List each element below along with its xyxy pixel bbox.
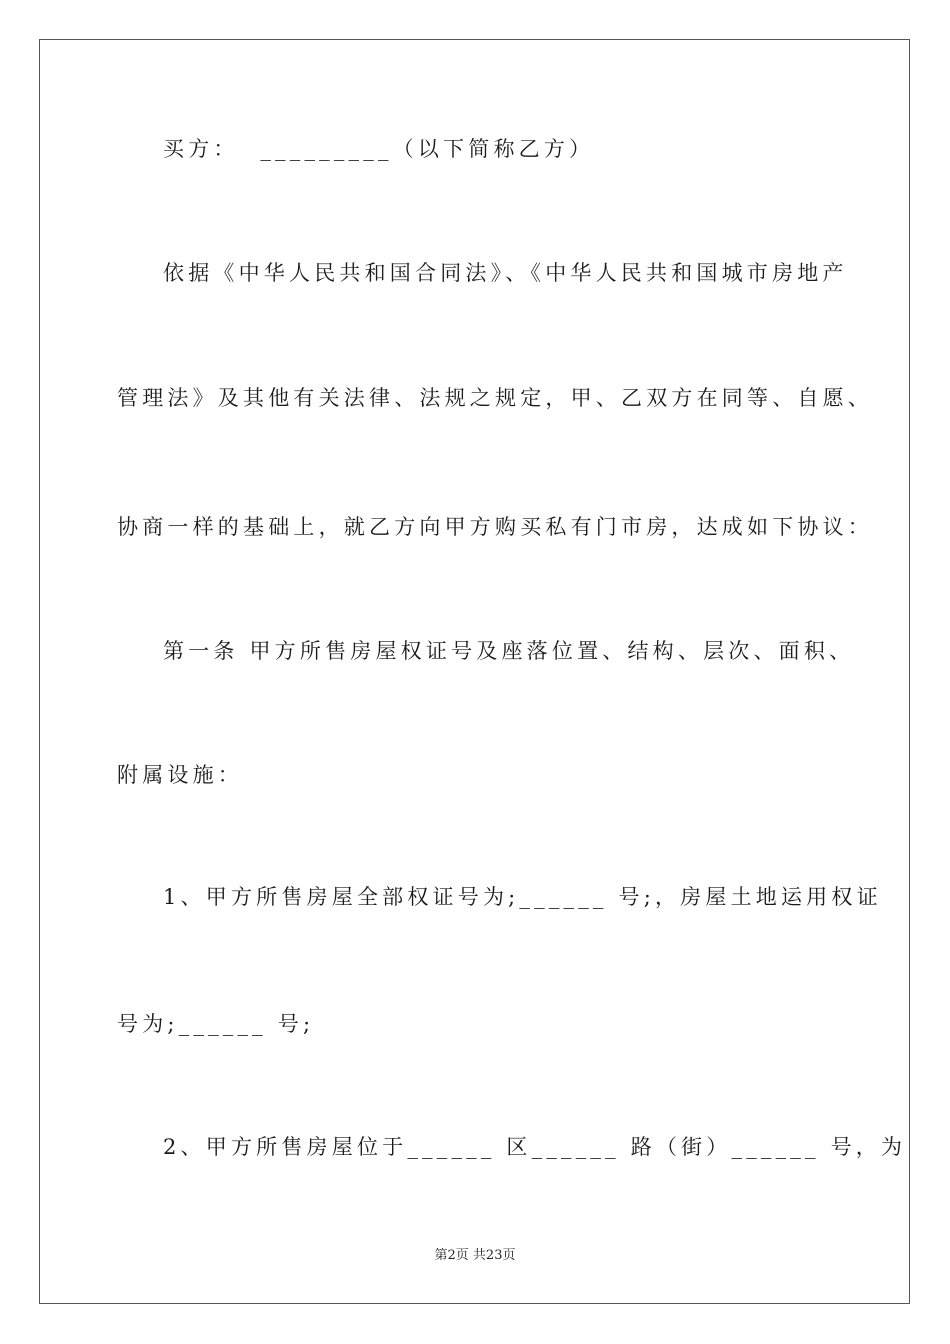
page-number: 第2页 共23页 xyxy=(434,1248,516,1263)
page-border xyxy=(39,39,910,1304)
paragraph-line: 管理法》及其他有关法律、法规之规定，甲、乙双方在同等、自愿、 xyxy=(117,386,873,410)
clause-line: 号为;______ 号; xyxy=(117,1012,315,1036)
clause-line: 2、甲方所售房屋位于______ 区______ 路（街）______ 号，为 xyxy=(163,1135,907,1159)
paragraph-line: 附属设施： xyxy=(117,763,243,787)
article-heading-line: 第一条 甲方所售房屋权证号及座落位置、结构、层次、面积、 xyxy=(163,639,855,663)
buyer-line: 买方： _________（以下简称乙方） xyxy=(163,137,595,161)
paragraph-line: 依据《中华人民共和国合同法》、《中华人民共和国城市房地产 xyxy=(163,261,848,285)
clause-line: 1、甲方所售房屋全部权证号为;______ 号;，房屋土地运用权证 xyxy=(163,885,882,909)
paragraph-line: 协商一样的基础上，就乙方向甲方购买私有门市房，达成如下协议： xyxy=(117,515,873,539)
